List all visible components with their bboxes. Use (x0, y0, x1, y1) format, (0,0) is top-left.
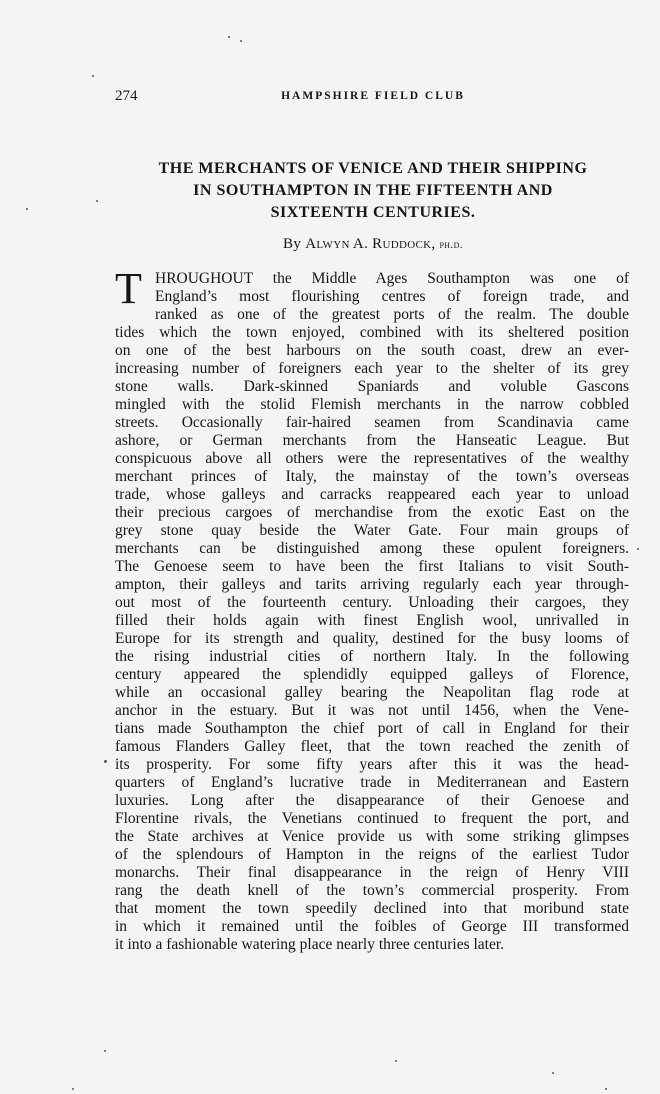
body-line: grey stone quay beside the Water Gate. Four main groups of (115, 522, 629, 539)
body-line: ashore, or German merchants from the Hanseatic League. But (115, 432, 629, 449)
body-line: merchants can be distinguished among these opulent foreigners. (115, 540, 629, 557)
scan-speck (104, 1050, 106, 1052)
scan-speck (26, 208, 28, 210)
body-line: anchor in the estuary. But it was not until 1456, when the Vene- (115, 702, 629, 719)
body-line: luxuries. Long after the disappearance of their Genoese and (115, 792, 629, 809)
body-line: ranked as one of the greatest ports of the realm. The double (155, 306, 629, 323)
author-name: Alwyn A. Ruddock, (305, 236, 436, 252)
body-line: rang the death knell of the town’s commercial prosperity. From (115, 882, 629, 899)
body-line: out most of the fourteenth century. Unloading their cargoes, they (115, 594, 629, 611)
body-line: streets. Occasionally fair-haired seamen from Scandinavia came (115, 414, 629, 431)
body-line: increasing number of foreigners each year to the shelter of its grey (115, 360, 629, 377)
body-line: that moment the town speedily declined into that moribund state (115, 900, 629, 917)
body-line: while an occasional galley bearing the Neapolitan flag rode at (115, 684, 629, 701)
scan-speck (240, 40, 242, 42)
byline (115, 236, 631, 253)
author-degree: ph.d. (439, 237, 463, 251)
body-line: The Genoese seem to have been the first Italians to visit South- (115, 558, 629, 575)
scan-speck (552, 1072, 554, 1074)
scan-speck (96, 200, 98, 202)
article-body (115, 264, 629, 954)
body-line: Europe for its strength and quality, destined for the busy looms of (115, 630, 629, 647)
body-line: monarchs. Their final disappearance in the reign of Henry VIII (115, 864, 629, 881)
body-line: England’s most flourishing centres of foreign trade, and (155, 288, 629, 305)
drop-cap: T (115, 264, 142, 313)
scan-speck (92, 75, 94, 77)
body-line: century appeared the splendidly equipped galleys of Florence, (115, 666, 629, 683)
title-line: THE MERCHANTS OF VENICE AND THEIR SHIPPING (158, 160, 588, 177)
body-line: quarters of England’s lucrative trade in Mediterranean and Eastern (115, 774, 629, 791)
body-line: tians made Southampton the chief port of call in England for their (115, 720, 629, 737)
body-line: their precious cargoes of merchandise from the exotic East on the (115, 504, 629, 521)
body-line: the State archives at Venice provide us with some striking glimpses (115, 828, 629, 845)
title-line: SIXTEENTH CENTURIES. (270, 204, 476, 221)
body-line: Florentine rivals, the Venetians continued to frequent the port, and (115, 810, 629, 827)
page-number: 274 (115, 88, 138, 104)
page-header (115, 88, 631, 110)
scan-speck (104, 760, 107, 763)
body-line: tides which the town enjoyed, combined with its sheltered position (115, 324, 629, 341)
title-line: IN SOUTHAMPTON IN THE FIFTEENTH AND (193, 182, 553, 199)
body-line: of the splendours of Hampton in the reigns of the earliest Tudor (115, 846, 629, 863)
body-line: on one of the best harbours on the south coast, drew an ever- (115, 342, 629, 359)
body-line: the rising industrial cities of northern Italy. In the following (115, 648, 629, 665)
article-title (108, 158, 638, 224)
running-head: HAMPSHIRE FIELD CLUB (281, 90, 465, 102)
scan-speck (72, 1088, 74, 1090)
body-line: ampton, their galleys and tarits arriving regularly each year through- (115, 576, 629, 593)
scan-speck (637, 548, 639, 550)
scan-speck (605, 1088, 607, 1090)
body-line: conspicuous above all others were the representatives of the wealthy (115, 450, 629, 467)
body-line: stone walls. Dark-skinned Spaniards and voluble Gascons (115, 378, 629, 395)
scan-speck (395, 1060, 397, 1062)
scan-speck (228, 36, 230, 38)
body-line: HROUGHOUT the Middle Ages Southampton was one of (155, 270, 629, 287)
body-line: its prosperity. For some fifty years after this it was the head- (115, 756, 629, 773)
body-line: famous Flanders Galley fleet, that the town reached the zenith of (115, 738, 629, 755)
body-line: mingled with the stolid Flemish merchants in the narrow cobbled (115, 396, 629, 413)
body-line: merchant princes of Italy, the mainstay of the town’s overseas (115, 468, 629, 485)
body-line: filled their holds again with finest English wool, unrivalled in (115, 612, 629, 629)
body-line: in which it remained until the foibles of George III transformed (115, 918, 629, 935)
body-line: it into a fashionable watering place nearly three centuries later. (115, 936, 505, 953)
body-line: trade, whose galleys and carracks reappeared each year to unload (115, 486, 629, 503)
byline-prefix: By (283, 236, 302, 252)
